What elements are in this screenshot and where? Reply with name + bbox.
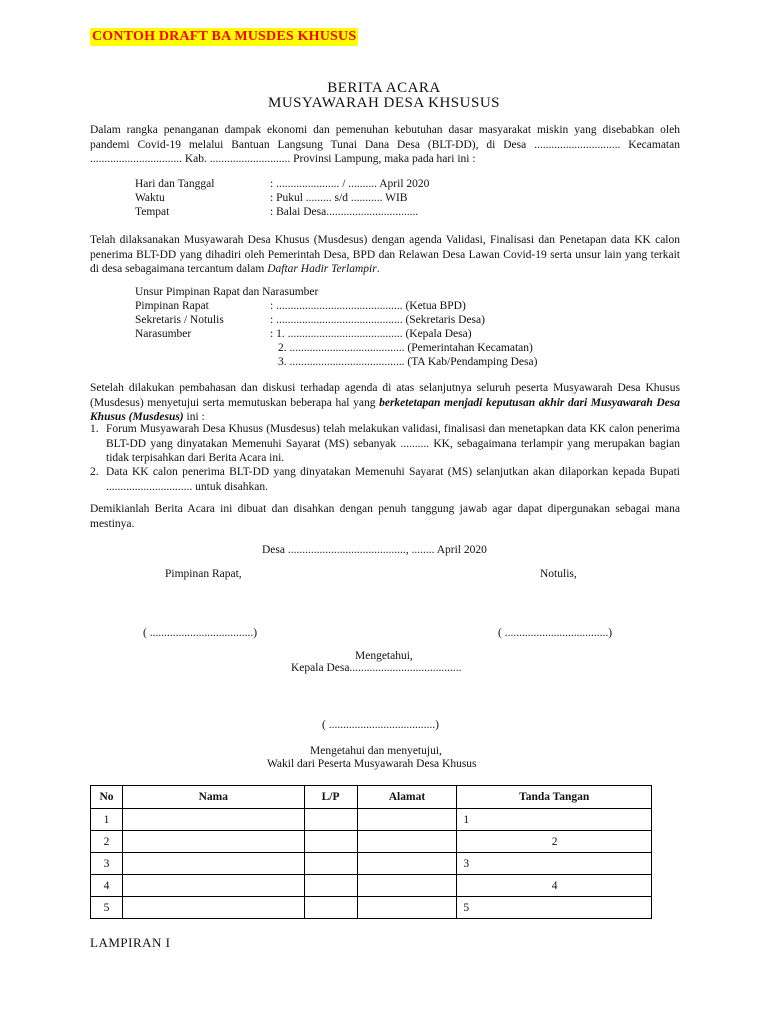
table-cell-nama [122,897,304,919]
mengetahui-label: Mengetahui, [355,650,413,662]
wakil-peserta-label: Wakil dari Peserta Musyawarah Desa Khusus [267,758,477,770]
table-cell-sig-left [457,831,552,853]
unsur-label-narasumber: Narasumber [135,328,192,340]
table-cell-lp [304,853,357,875]
table-cell-no: 5 [91,897,123,919]
table-cell-sig-left [457,875,552,897]
unsur-value-narasumber-2: 2. ........................................ (Pemerintahan Kecamatan) [278,342,533,354]
table-cell-nama [122,831,304,853]
sig-left-title: Pimpinan Rapat, [165,568,242,580]
table-cell-sig-right: 4 [552,875,652,897]
table-cell-lp [304,831,357,853]
table-cell-lp [304,897,357,919]
table-cell-lp [304,809,357,831]
table-row [91,897,652,919]
unsur-heading: Unsur Pimpinan Rapat dan Narasumber [135,286,319,298]
table-cell-no: 4 [91,875,123,897]
unsur-value-pimpinan: : ............................................ (Ketua BPD) [270,300,466,312]
table-cell-alamat [357,875,457,897]
table-row [91,853,652,875]
table-cell-sig-left: 1 [457,809,552,831]
table-header-lp: L/P [304,786,357,809]
table-cell-alamat [357,897,457,919]
table-cell-nama [122,875,304,897]
closing-paragraph: Demikianlah Berita Acara ini dibuat dan disahkan dengan penuh tanggung jawab agar dapat dipergunakan sebagai mana mestinya. [90,503,680,530]
date-line: Desa ........................................., ........ April 2020 [262,544,487,556]
unsur-value-narasumber-3: 3. ........................................ (TA Kab/Pendamping Desa) [278,356,538,368]
table-header-row [91,786,652,809]
unsur-label-sekretaris: Sekretaris / Notulis [135,314,224,326]
table-cell-sig-right [552,853,652,875]
kepala-desa-name: ( .....................................) [322,719,439,731]
table-cell-sig-left: 3 [457,853,552,875]
table-cell-alamat [357,853,457,875]
table-cell-sig-left: 5 [457,897,552,919]
table-row [91,875,652,897]
sig-right-name: ( ....................................) [498,627,613,639]
table-cell-no: 3 [91,853,123,875]
kepala-desa-label: Kepala Desa....................................... [291,662,462,674]
table-row [91,809,652,831]
decision-item-2: 2. Data KK calon penerima BLT-DD yang dinyatakan Memenuhi Sayarat (MS) selanjutkan akan dilaporkan kepada Bupati .............................. untuk disahkan. [90,466,680,493]
lampiran-label: LAMPIRAN I [90,935,171,950]
schedule-value-place: : Balai Desa................................ [270,206,419,218]
attendance-list-ref: Daftar Hadir Terlampir [267,263,377,275]
table-cell-sig-right: 2 [552,831,652,853]
doc-subtitle: MUSYAWARAH DESA KHSUSUS [267,95,500,111]
sig-right-title: Notulis, [540,568,577,580]
mengetahui-menyetujui-label: Mengetahui dan menyetujui, [310,745,442,757]
unsur-value-sekretaris: : ............................................ (Sekretaris Desa) [270,314,485,326]
table-header-nama: Nama [122,786,304,809]
unsur-label-pimpinan: Pimpinan Rapat [135,300,209,312]
table-cell-sig-right [552,809,652,831]
schedule-value-date: : ...................... / .......... April 2020 [270,178,430,190]
schedule-label-date: Hari dan Tanggal [135,178,215,190]
table-cell-alamat [357,809,457,831]
table-cell-nama [122,809,304,831]
schedule-value-time: : Pukul ......... s/d ........... WIB [270,192,408,204]
table-cell-alamat [357,831,457,853]
doc-title: BERITA ACARA [327,80,441,96]
decision-item-1: 1. Forum Musyawarah Desa Khusus (Musdesus) telah melakukan validasi, finalisasi dan menetapkan data KK calon penerima BLT-DD yang dinyatakan Memenuhi Sayarat (MS) sebanyak .......... KK, sebagaimana terlampir yang merupakan bagian tidak terpisahkan dari Berita Acara ini. [90,423,680,464]
unsur-value-narasumber-1: : 1. ........................................ (Kepala Desa) [270,328,472,340]
table-header-no: No [91,786,123,809]
table-cell-lp [304,875,357,897]
decision-intro-paragraph: Setelah dilakukan pembahasan dan diskusi terhadap agenda di atas selanjutnya seluruh peserta Musyawarah Desa Khusus (Musdesus) menyetujui serta memutuskan beberapa hal yang berketetapan menjadi keputusan akhir dari Musyawarah Desa Khusus (Musdesus) ini : [90,382,681,423]
table-header-alamat: Alamat [357,786,457,809]
draft-banner: CONTOH DRAFT BA MUSDES KHUSUS [92,29,357,44]
schedule-label-place: Tempat [135,206,170,218]
participant-table [90,785,652,919]
intro-paragraph: Dalam rangka penanganan dampak ekonomi dan pemenuhan kebutuhan dasar masyarakat miskin yang disebabkan oleh pandemi Covid-19 melalui Bantuan Langsung Tunai Dana Desa (BLT-DD), di Desa .............................. Kecamatan ................................ Kab. ............................ Provinsi Lampung, maka pada hari ini : [90,124,680,165]
table-cell-nama [122,853,304,875]
table-cell-no: 2 [91,831,123,853]
table-cell-no: 1 [91,809,123,831]
table-cell-sig-right [552,897,652,919]
schedule-label-time: Waktu [135,192,165,204]
sig-left-name: ( ....................................) [143,627,258,639]
attendance-paragraph: Telah dilaksanakan Musyawarah Desa Khusus (Musdesus) dengan agenda Validasi, Finalisasi dan Penetapan data KK calon penerima BLT-DD yang dihadiri oleh Pemerintah Desa, BPD dan Relawan Desa Lawan Covid-19 serta unsur lain yang terkait di desa sebagaimana tercantum dalam Daftar Hadir Terlampir. [90,234,680,275]
table-header-tanda-tangan: Tanda Tangan [457,786,652,809]
table-row [91,831,652,853]
